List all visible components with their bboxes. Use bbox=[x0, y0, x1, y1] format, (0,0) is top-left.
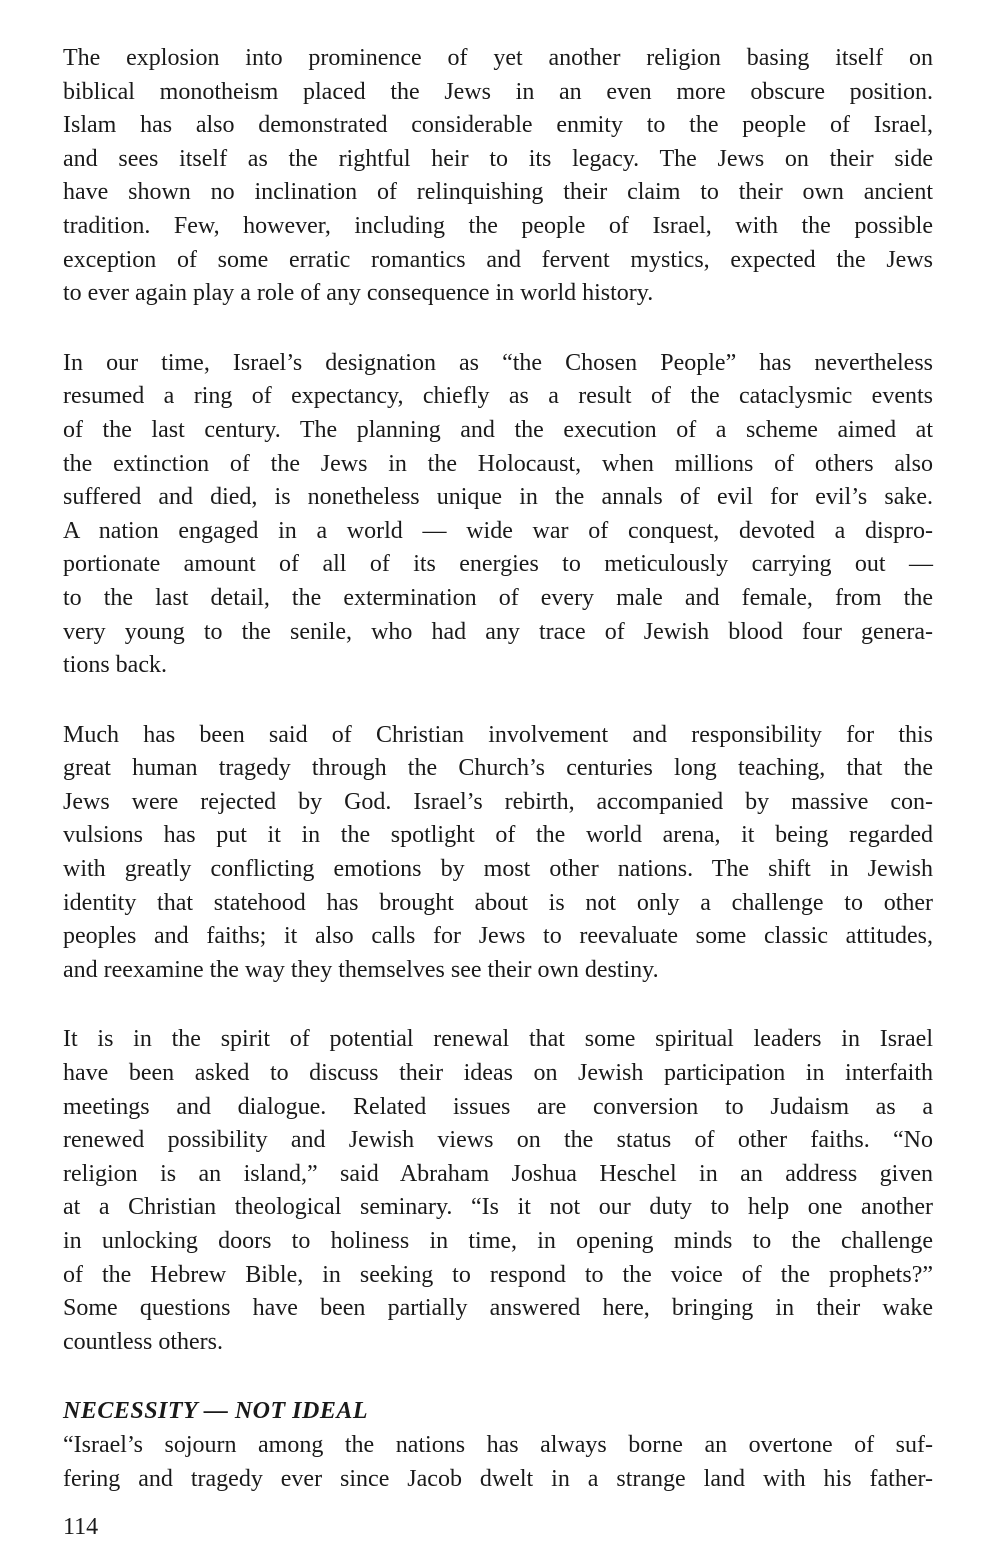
text-line: resumed a ring of expectancy, chiefly as a result of the cataclysmic events bbox=[63, 383, 933, 410]
paragraph-spacer bbox=[63, 1359, 933, 1395]
text-line: portionate amount of all of its energies to meticulously carrying out — bbox=[63, 551, 933, 578]
paragraph-spacer bbox=[63, 987, 933, 1023]
text-line: tions back. bbox=[63, 652, 167, 679]
text-line: at a Christian theological seminary. “Is it not our duty to help one another bbox=[63, 1194, 933, 1221]
text-line: religion is an island,” said Abraham Joshua Heschel in an address given bbox=[63, 1160, 933, 1187]
paragraph-2 bbox=[63, 347, 933, 683]
text-line: The explosion into prominence of yet another religion basing itself on bbox=[63, 45, 933, 71]
text-line: have shown no inclination of relinquishing their claim to their own ancient bbox=[63, 179, 933, 206]
text-line: countless others. bbox=[63, 1328, 223, 1355]
text-line: and reexamine the way they themselves see their own destiny. bbox=[63, 956, 659, 983]
text-line: exception of some erratic romantics and fervent mystics, expected the Jews bbox=[63, 246, 933, 273]
paragraph-4 bbox=[63, 1023, 933, 1359]
text-line: “Israel’s sojourn among the nations has always borne an overtone of suf- bbox=[63, 1431, 933, 1458]
text-line: very young to the senile, who had any trace of Jewish blood four genera- bbox=[63, 618, 933, 645]
text-line: to ever again play a role of any consequence in world history. bbox=[63, 280, 654, 307]
text-line: biblical monotheism placed the Jews in an even more obscure position. bbox=[63, 78, 933, 105]
text-line: A nation engaged in a world — wide war of conquest, devoted a dispro- bbox=[63, 517, 933, 544]
section-heading: NECESSITY — NOT IDEAL bbox=[63, 1398, 368, 1425]
text-line: have been asked to discuss their ideas on Jewish participation in interfaith bbox=[63, 1060, 933, 1087]
page-number: 114 bbox=[63, 1514, 99, 1540]
page-body bbox=[63, 42, 933, 1496]
text-line: to the last detail, the extermination of every male and female, from the bbox=[63, 584, 933, 611]
text-line: of the Hebrew Bible, in seeking to respond to the voice of the prophets?” bbox=[63, 1261, 933, 1288]
text-line: Islam has also demonstrated considerable enmity to the people of Israel, bbox=[63, 112, 933, 139]
text-line: peoples and faiths; it also calls for Jews to reevaluate some classic attitudes, bbox=[63, 923, 933, 950]
text-line: identity that statehood has brought about is not only a challenge to other bbox=[63, 889, 933, 916]
text-line: Some questions have been partially answered here, bringing in their wake bbox=[63, 1295, 933, 1322]
text-line: In our time, Israel’s designation as “the Chosen People” has nevertheless bbox=[63, 349, 933, 376]
text-line: It is in the spirit of potential renewal that some spiritual leaders in Israel bbox=[63, 1026, 933, 1053]
text-line: of the last century. The planning and the execution of a scheme aimed at bbox=[63, 416, 933, 443]
text-line: vulsions has put it in the spotlight of the world arena, it being regarded bbox=[63, 822, 933, 849]
closing-paragraph bbox=[63, 1429, 933, 1496]
text-line: Jews were rejected by God. Israel’s rebirth, accompanied by massive con- bbox=[63, 788, 933, 815]
text-line: fering and tragedy ever since Jacob dwelt in a strange land with his father- bbox=[63, 1465, 933, 1492]
text-line: in unlocking doors to holiness in time, in opening minds to the challenge bbox=[63, 1228, 933, 1254]
text-line: meetings and dialogue. Related issues are conversion to Judaism as a bbox=[63, 1093, 933, 1120]
text-line: tradition. Few, however, including the people of Israel, with the possible bbox=[63, 212, 933, 239]
text-line: renewed possibility and Jewish views on the status of other faiths. “No bbox=[63, 1127, 933, 1154]
paragraph-spacer bbox=[63, 683, 933, 719]
paragraph-spacer bbox=[63, 311, 933, 347]
text-line: the extinction of the Jews in the Holocaust, when millions of others also bbox=[63, 450, 933, 477]
text-line: and sees itself as the rightful heir to its legacy. The Jews on their side bbox=[63, 145, 933, 172]
paragraph-1 bbox=[63, 42, 933, 311]
text-line: great human tragedy through the Church’s centuries long teaching, that the bbox=[63, 755, 933, 782]
text-line: Much has been said of Christian involvement and responsibility for this bbox=[63, 721, 933, 748]
paragraph-3 bbox=[63, 719, 933, 988]
text-line: with greatly conflicting emotions by most other nations. The shift in Jewish bbox=[63, 856, 933, 883]
text-line: suffered and died, is nonetheless unique in the annals of evil for evil’s sake. bbox=[63, 484, 933, 511]
